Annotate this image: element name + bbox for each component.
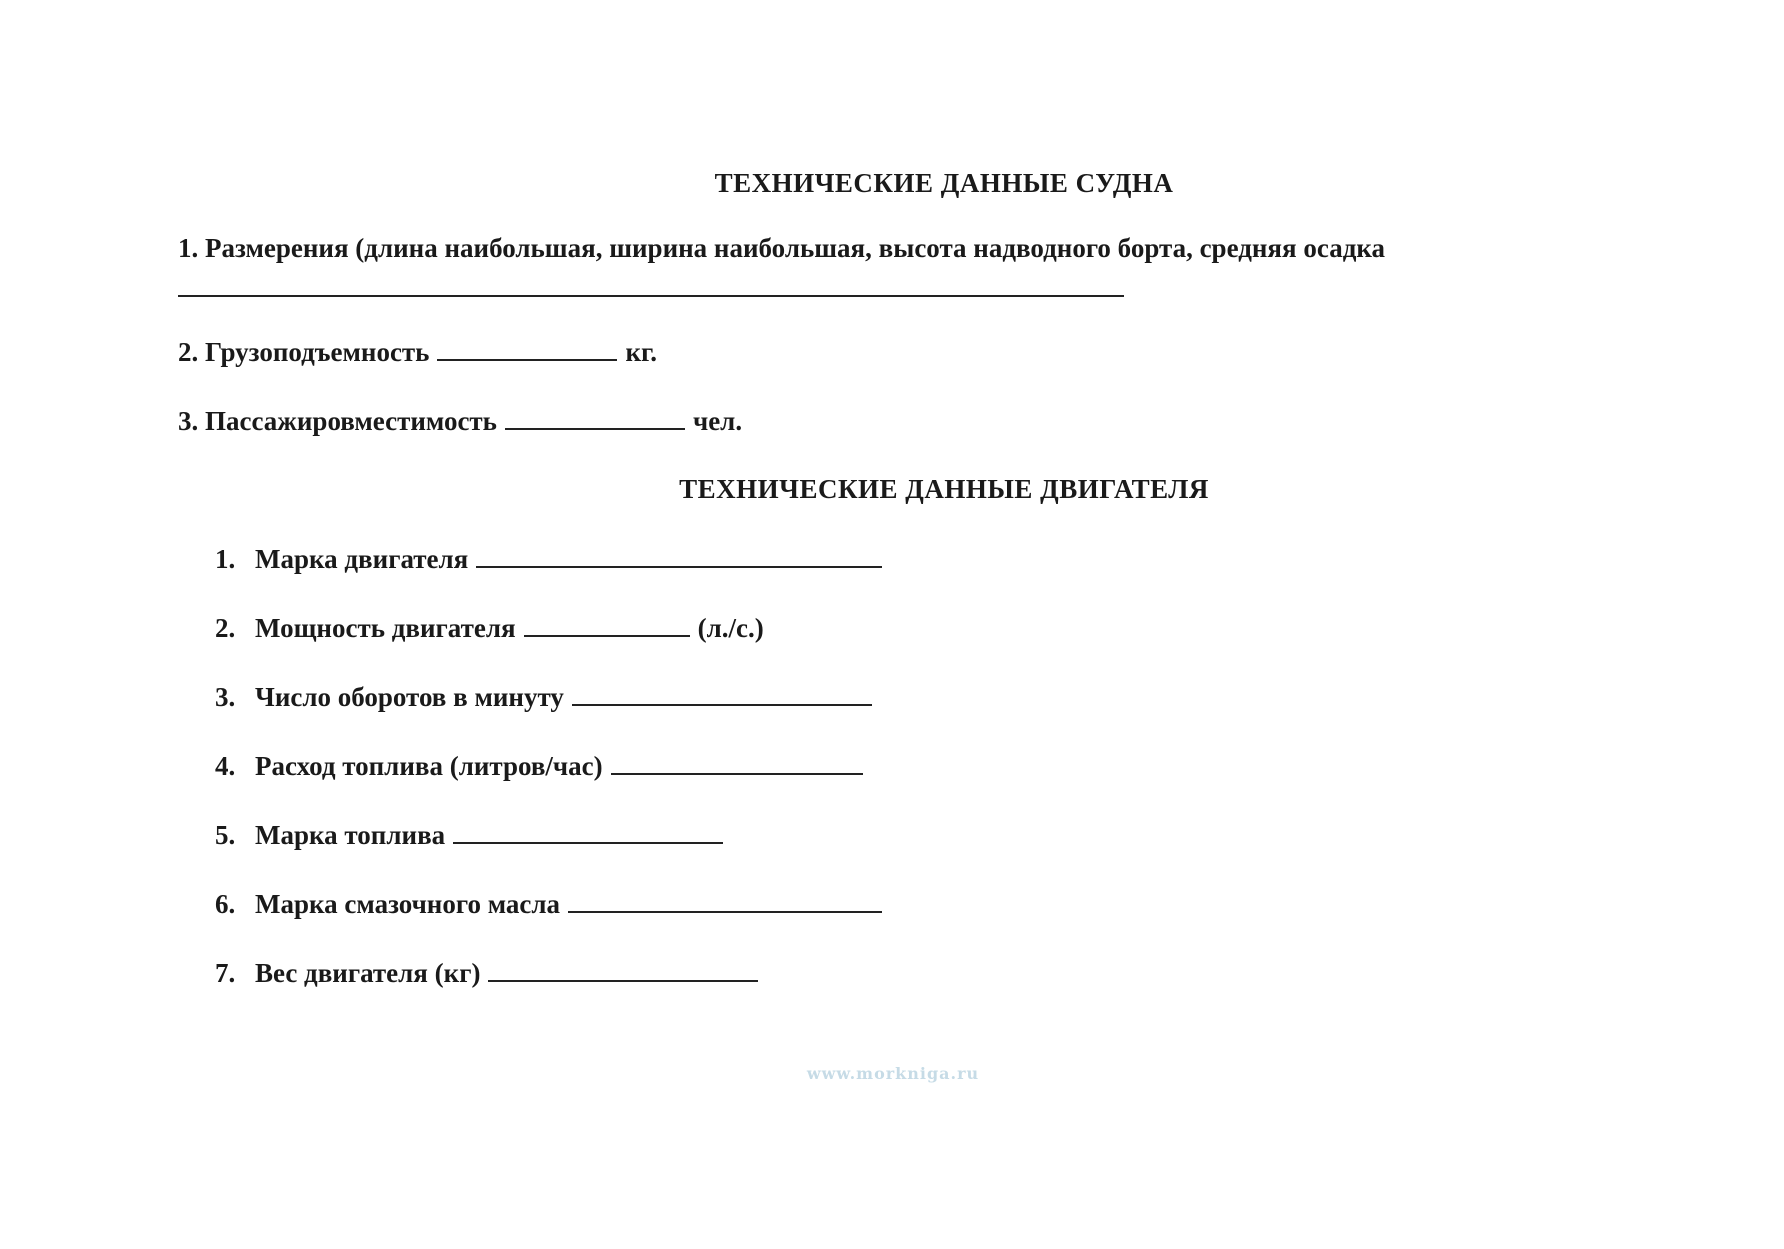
engine-power-blank-field[interactable] <box>524 613 690 637</box>
item-label: Расход топлива (литров/час) <box>255 751 603 781</box>
item-number: 1. <box>178 233 199 263</box>
watermark: www.morkniga.ru <box>806 1064 980 1083</box>
engine-item-brand <box>215 544 890 575</box>
engine-item-weight <box>215 958 766 989</box>
engine-item-power <box>215 613 764 644</box>
item-label: Число оборотов в минуту <box>255 682 564 712</box>
item-unit: (л./с.) <box>697 613 764 643</box>
ship-item-dimensions <box>178 233 1385 264</box>
ship-item-passengers <box>178 406 742 437</box>
item-unit: кг. <box>625 337 657 367</box>
item-number: 4. <box>215 751 236 781</box>
engine-item-rpm <box>215 682 880 713</box>
engine-weight-blank-field[interactable] <box>488 958 758 982</box>
item-label: Марка топлива <box>255 820 446 850</box>
item-number: 7. <box>215 958 236 988</box>
item-number: 6. <box>215 889 236 919</box>
engine-item-fuel-consumption <box>215 751 871 782</box>
item-label: Грузоподъемность <box>205 337 430 367</box>
item-number: 5. <box>215 820 236 850</box>
item-number: 3. <box>215 682 236 712</box>
item-number: 1. <box>215 544 236 574</box>
passengers-blank-field[interactable] <box>505 406 685 430</box>
fuel-consumption-blank-field[interactable] <box>611 751 863 775</box>
item-label: Марка смазочного масла <box>255 889 561 919</box>
engine-brand-blank-field[interactable] <box>476 544 882 568</box>
engine-rpm-blank-field[interactable] <box>572 682 872 706</box>
item-number: 2. <box>178 337 199 367</box>
item-label: Пассажировместимость <box>205 406 497 436</box>
item-label: Вес двигателя (кг) <box>255 958 481 988</box>
item-number: 3. <box>178 406 199 436</box>
fuel-brand-blank-field[interactable] <box>453 820 723 844</box>
engine-item-fuel-brand <box>215 820 731 851</box>
ship-item-capacity <box>178 337 657 368</box>
item-unit: чел. <box>692 406 743 436</box>
item-number: 2. <box>215 613 236 643</box>
engine-item-oil-brand <box>215 889 890 920</box>
item-label: Мощность двигателя <box>255 613 516 643</box>
oil-brand-blank-field[interactable] <box>568 889 882 913</box>
engine-section-title: ТЕХНИЧЕСКИЕ ДАННЫЕ ДВИГАТЕЛЯ <box>679 474 1209 504</box>
item-label: Размерения (длина наибольшая, ширина наибольшая, высота надводного борта, средняя осадка <box>205 233 1385 263</box>
dimensions-blank-field[interactable] <box>178 295 1124 297</box>
ship-section-title: ТЕХНИЧЕСКИЕ ДАННЫЕ СУДНА <box>714 168 1174 198</box>
item-label: Марка двигателя <box>255 544 469 574</box>
capacity-blank-field[interactable] <box>437 337 617 361</box>
